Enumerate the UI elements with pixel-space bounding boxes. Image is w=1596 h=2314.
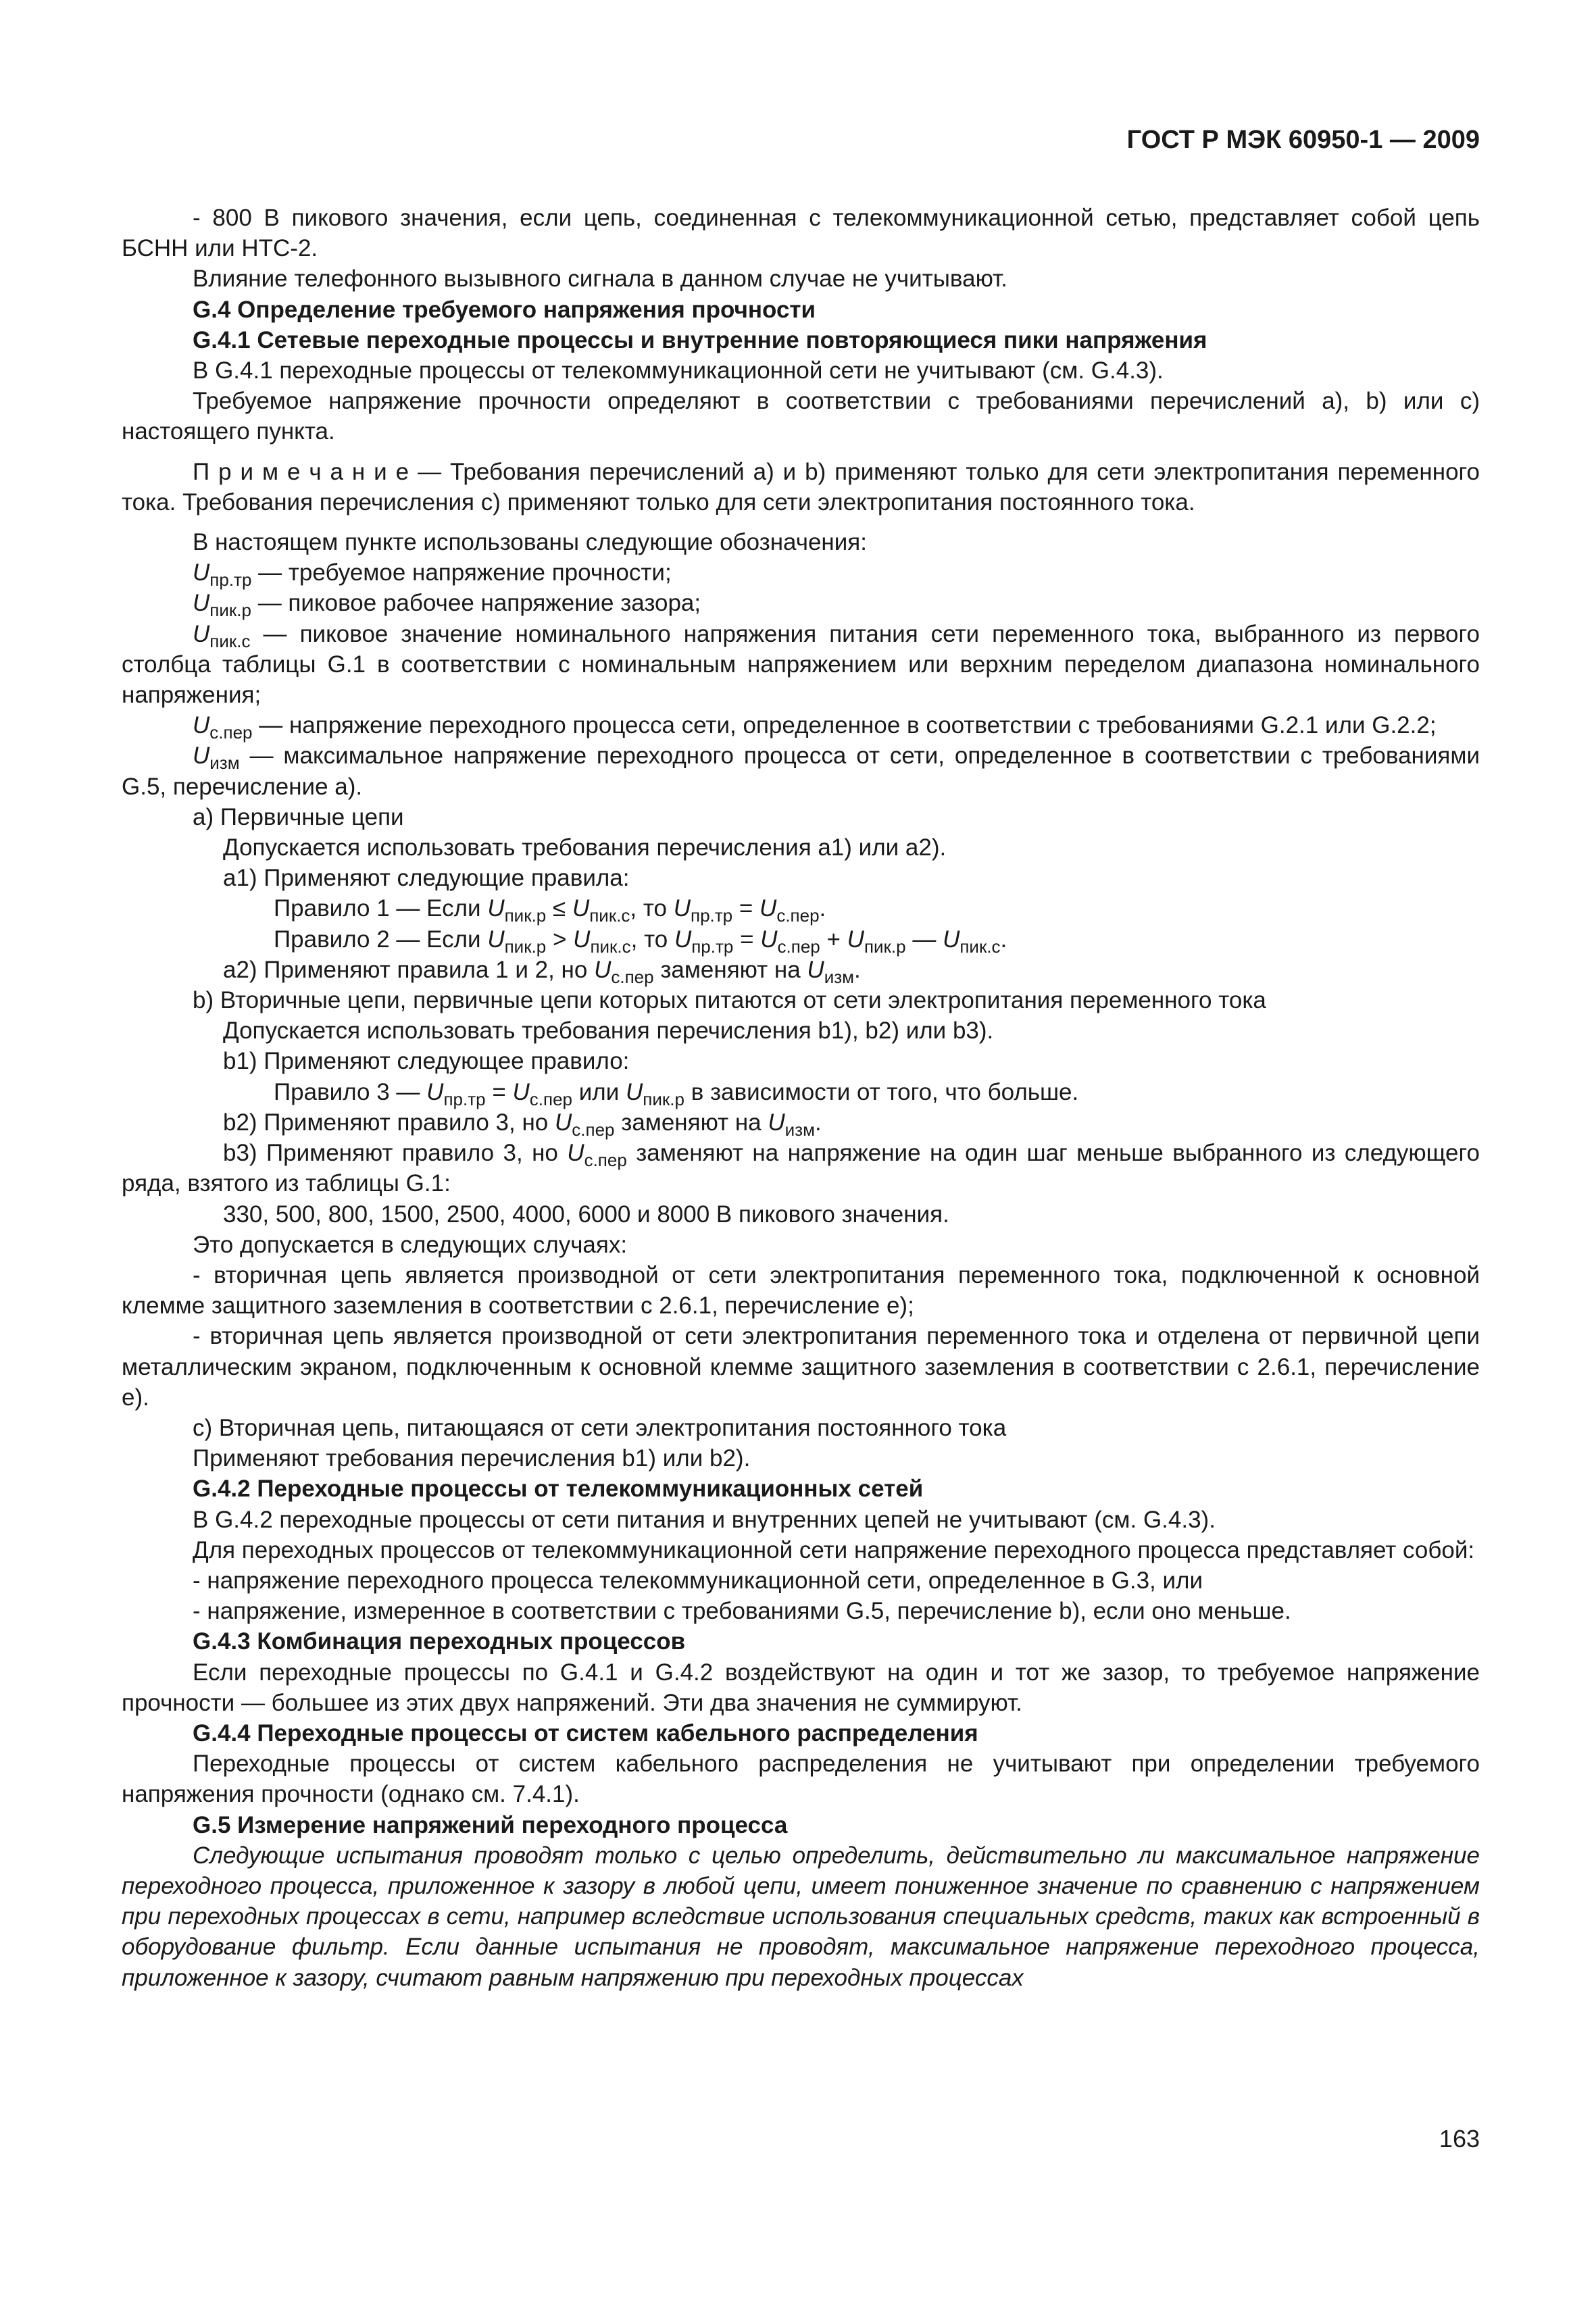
list-item: b1) Применяют следующее правило: [223, 1048, 630, 1075]
paragraph: Это допускается в следующих случаях: [193, 1231, 628, 1258]
paragraph: Для переходных процессов от телекоммуникационной сети напряжение переходного процесса представляет собой: [193, 1536, 1475, 1563]
list-item: b) Вторичные цепи, первичные цепи которых питаются от сети электропитания переменного тока [193, 987, 1266, 1014]
rule: Правило 1 — Если $U_{пик.р} \le U_{пик.с}$, то $U_{пр.тр} = U_{с.пер}$. [274, 895, 826, 926]
list-item: а2) Применяют правила 1 и 2, но $U_{с.пер}$ заменяют на $U_{изм}$. [223, 956, 861, 987]
paragraph: - вторичная цепь является производной от сети электропитания переменного тока и отделена от первичной цепи металлическим экраном, подключенным к основной клемме защитного заземления в соответствии с 2.6.1, перечисление е). [122, 1323, 1480, 1411]
paragraph: - напряжение переходного процесса телекоммуникационной сети, определенное в G.3, или [193, 1567, 1203, 1594]
list-item: b2) Применяют правило 3, но $U_{с.пер}$ заменяют на $U_{изм}$. [223, 1109, 822, 1140]
rule: Правило 3 — $U_{пр.тр} = U_{с.пер}$ или $U_{пик.р}$ в зависимости от того, что больше. [274, 1078, 1079, 1109]
paragraph: Применяют требования перечисления b1) или b2). [193, 1445, 751, 1472]
note-label: П р и м е ч а н и е [193, 458, 409, 485]
section-heading: G.4 Определение требуемого напряжения прочности [193, 296, 816, 323]
document-header: ГОСТ Р МЭК 60950-1 — 2009 [1126, 126, 1480, 154]
list-item: Допускается использовать требования перечисления b1), b2) или b3). [223, 1017, 994, 1045]
section-heading: G.4.2 Переходные процессы от телекоммуникационных сетей [193, 1476, 924, 1503]
paragraph: В G.4.1 переходные процессы от телекоммуникационной сети не учитывают (см. G.4.3). [193, 357, 1164, 384]
symbol-definition: $U_{пик.с}$ — пиковое значение номинального напряжения питания сети переменного тока, выбранного из первого столбца таблицы G.1 в соответствии с номинальным напряжением или верхним переделом диапазона номинального напряжения; [122, 620, 1480, 709]
list-item: Допускается использовать требования перечисления а1) или а2). [223, 834, 947, 861]
page-number: 163 [1439, 2125, 1480, 2153]
paragraph: Переходные процессы от систем кабельного распределения не учитывают при определении требуемого напряжения прочности (однако см. 7.4.1). [122, 1751, 1480, 1808]
document-body [122, 203, 1480, 1993]
paragraph: Если переходные процессы по G.4.1 и G.4.2 воздействуют на один и тот же зазор, то требуемое напряжение прочности — большее из этих двух напряжений. Эти два значения не суммируют. [122, 1659, 1480, 1716]
note [122, 457, 1480, 518]
symbol-definition: $U_{пик.р}$ — пиковое рабочее напряжение зазора; [193, 590, 701, 621]
paragraph: - 800 В пикового значения, если цепь, соединенная с телекоммуникационной сетью, представляет собой цепь БСНН или НТС-2. [122, 205, 1480, 262]
paragraph: Требуемое напряжение прочности определяют в соответствии с требованиями перечислений а), b) или с) настоящего пункта. [122, 388, 1480, 445]
section-heading: G.4.4 Переходные процессы от систем кабельного распределения [193, 1719, 978, 1746]
paragraph: - напряжение, измеренное в соответствии с требованиями G.5, перечисление b), если оно меньше. [193, 1598, 1291, 1625]
list-item: а1) Применяют следующие правила: [223, 865, 630, 892]
symbol-definition: $U_{с.пер}$ — напряжение переходного процесса сети, определенное в соответствии с требованиями G.2.1 или G.2.2; [193, 712, 1437, 743]
value-series: 330, 500, 800, 1500, 2500, 4000, 6000 и 8000 В пикового значения. [223, 1201, 949, 1228]
paragraph: Влияние телефонного вызывного сигнала в данном случае не учитывают. [193, 266, 1007, 293]
rule: Правило 2 — Если $U_{пик.р} > U_{пик.с}$, то $U_{пр.тр} = U_{с.пер} + U_{пик.р}$ — $U_{пик.с}$. [274, 926, 1007, 957]
symbol-definition: $U_{пр.тр}$ — требуемое напряжение прочности; [193, 559, 672, 590]
list-item: а) Первичные цепи [193, 803, 404, 830]
paragraph: Следующие испытания проводят только с целью определить, действительно ли максимальное напряжение переходного процесса, приложенное к зазору в любой цепи, имеет пониженное значение по сравнению с напряжением при переходных процессах в сети, например вследствие использования специальных средств, таких как встроенный в оборудование фильтр. Если данные испытания не проводят, максимальное напряжение переходного процесса, приложенное к зазору, считают равным напряжению при переходных процессах [122, 1842, 1480, 1991]
paragraph: - вторичная цепь является производной от сети электропитания переменного тока, подключенной к основной клемме защитного заземления в соответствии с 2.6.1, перечисление е); [122, 1261, 1480, 1319]
note-text: — Требования перечислений а) и b) применяют только для сети электропитания переменного тока. Требования перечисления с) применяют только для сети электропитания постоянного тока. [122, 458, 1480, 515]
symbol-definition: $U_{изм}$ — максимальное напряжение переходного процесса от сети, определенное в соответствии с требованиями G.5, перечисление а). [122, 743, 1480, 800]
section-heading: G.4.3 Комбинация переходных процессов [193, 1628, 686, 1655]
paragraph: В G.4.2 переходные процессы от сети питания и внутренних цепей не учитывают (см. G.4.3). [193, 1506, 1216, 1533]
paragraph: В настоящем пункте использованы следующие обозначения: [193, 529, 867, 556]
paragraph: с) Вторичная цепь, питающаяся от сети электропитания постоянного тока [193, 1414, 1007, 1441]
list-item: b3) Применяют правило 3, но $U_{с.пер}$ заменяют на напряжение на один шаг меньше выбранного из следующего ряда, взятого из таблицы G.1: [122, 1140, 1480, 1197]
section-heading: G.5 Измерение напряжений переходного процесса [193, 1811, 788, 1838]
section-heading: G.4.1 Сетевые переходные процессы и внутренние повторяющиеся пики напряжения [193, 326, 1207, 353]
